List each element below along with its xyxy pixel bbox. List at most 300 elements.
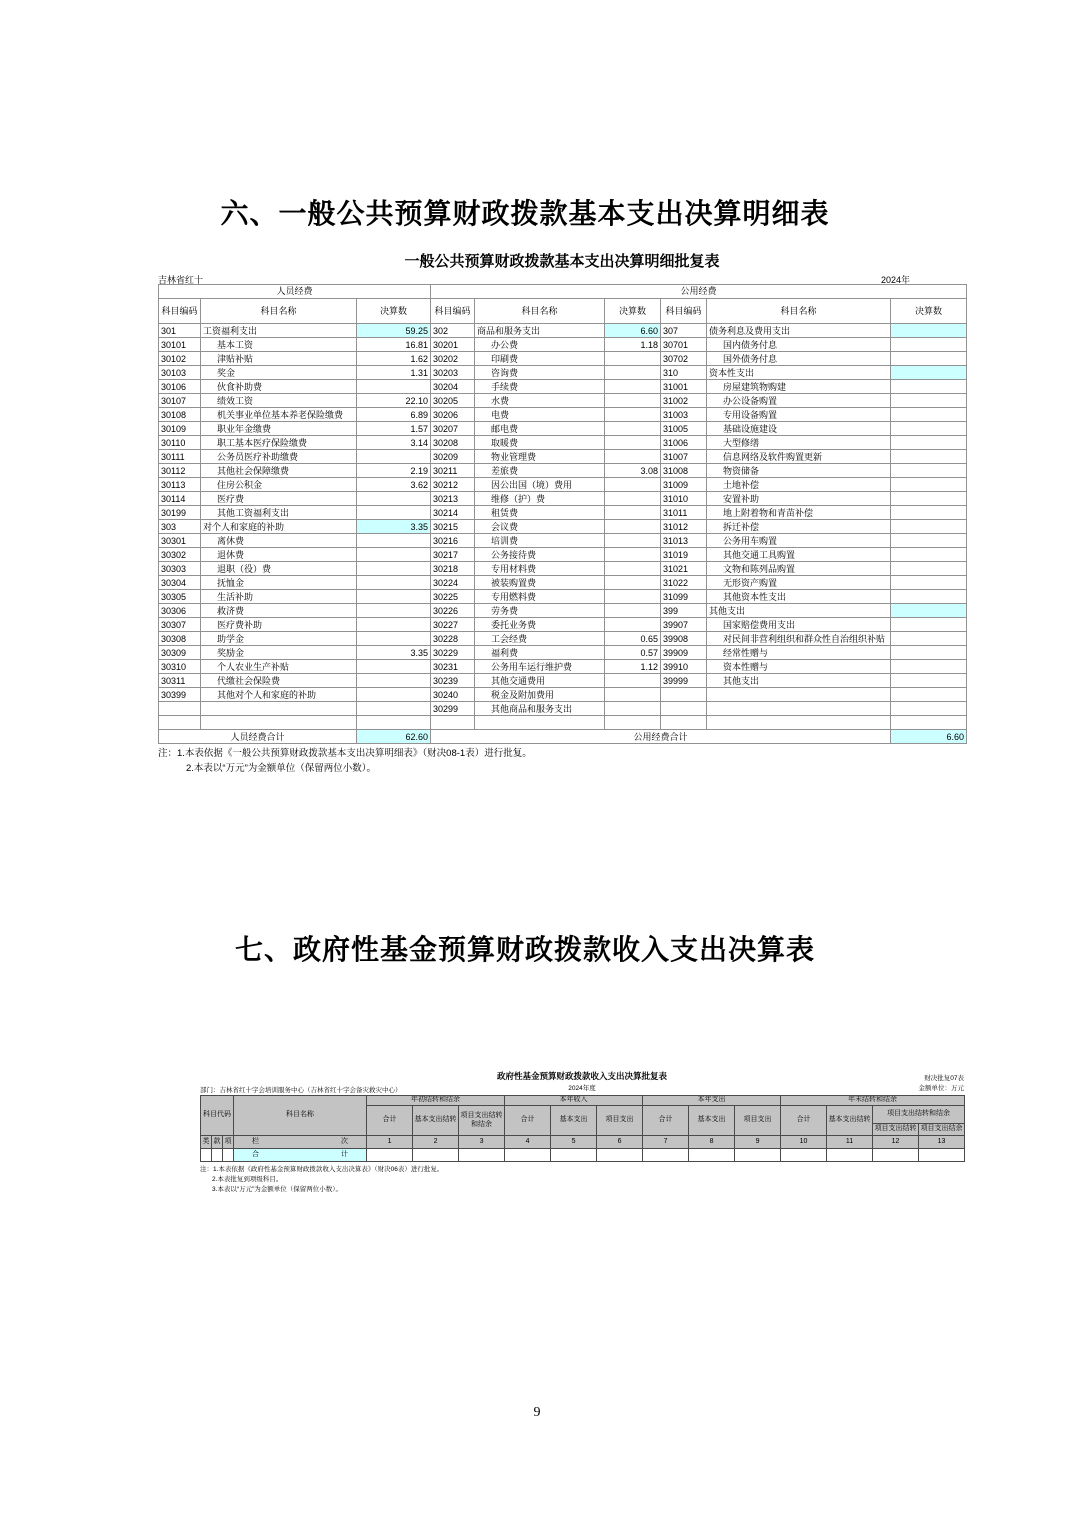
cell-subject-name: 专用材料费 bbox=[475, 562, 605, 576]
header-proj-carry-balance: 项目支出结转和结余 bbox=[873, 1106, 965, 1124]
cell-subject-name bbox=[475, 716, 605, 730]
personnel-total-value: 62.60 bbox=[357, 730, 431, 744]
table6-title: 一般公共预算财政拨款基本支出决算明细批复表 bbox=[404, 253, 720, 270]
section6-title: 六、一般公共预算财政拨款基本支出决算明细表 bbox=[220, 198, 830, 229]
table6-row bbox=[159, 478, 967, 492]
table6-row bbox=[159, 324, 967, 338]
col-header-subject-code: 科目编码 bbox=[159, 299, 201, 324]
public-total-value: 6.60 bbox=[891, 730, 967, 744]
cell-subject-name bbox=[707, 716, 891, 730]
cell-amount bbox=[357, 534, 431, 548]
cell-amount bbox=[357, 716, 431, 730]
cell-subject-name: 个人农业生产补贴 bbox=[201, 660, 357, 674]
cell-subject-code bbox=[661, 688, 707, 702]
cell-subject-name: 因公出国（境）费用 bbox=[475, 478, 605, 492]
col-number-cell: 9 bbox=[735, 1136, 781, 1149]
cell-subject-name: 公务用车购置 bbox=[707, 534, 891, 548]
header-lei: 类 bbox=[201, 1136, 212, 1149]
table6-row bbox=[159, 604, 967, 618]
cell-subject-name: 物资储备 bbox=[707, 464, 891, 478]
cell-subject-name: 津贴补贴 bbox=[201, 352, 357, 366]
table6-body bbox=[159, 324, 967, 730]
table6-row bbox=[159, 702, 967, 716]
cell-subject-code: 30240 bbox=[431, 688, 475, 702]
cell-subject-code: 30303 bbox=[159, 562, 201, 576]
empty-code-cell bbox=[201, 1149, 212, 1162]
cell-subject-name: 电费 bbox=[475, 408, 605, 422]
cell-subject-code: 31006 bbox=[661, 436, 707, 450]
cell-amount bbox=[357, 674, 431, 688]
cell-subject-name: 土地补偿 bbox=[707, 478, 891, 492]
cell-subject-code: 30205 bbox=[431, 394, 475, 408]
cell-amount bbox=[891, 450, 967, 464]
table6-row bbox=[159, 688, 967, 702]
table6-row bbox=[159, 338, 967, 352]
cell-subject-code: 30299 bbox=[431, 702, 475, 716]
cell-subject-name: 培训费 bbox=[475, 534, 605, 548]
cell-amount: 16.81 bbox=[357, 338, 431, 352]
cell-amount bbox=[891, 380, 967, 394]
cell-subject-code: 31003 bbox=[661, 408, 707, 422]
cell-subject-code: 31010 bbox=[661, 492, 707, 506]
cell-subject-name: 住房公积金 bbox=[201, 478, 357, 492]
cell-amount bbox=[605, 478, 661, 492]
table6-row bbox=[159, 562, 967, 576]
table7-group-header-row bbox=[201, 1096, 965, 1106]
cell-subject-code: 30304 bbox=[159, 576, 201, 590]
cell-subject-code: 31099 bbox=[661, 590, 707, 604]
cell-subject-code: 31012 bbox=[661, 520, 707, 534]
table6-row bbox=[159, 534, 967, 548]
cell-amount bbox=[891, 492, 967, 506]
cell-subject-code: 30305 bbox=[159, 590, 201, 604]
table6-meta-row bbox=[158, 273, 966, 284]
header-proj-carry-balance: 项目支出结转和结余 bbox=[459, 1106, 505, 1136]
cell-subject-code: 307 bbox=[661, 324, 707, 338]
cell-subject-code: 39909 bbox=[661, 646, 707, 660]
empty-amount-cell bbox=[827, 1149, 873, 1162]
cell-subject-name: 其他商品和服务支出 bbox=[475, 702, 605, 716]
table6-row bbox=[159, 716, 967, 730]
cell-subject-code: 30302 bbox=[159, 548, 201, 562]
cell-amount: 1.62 bbox=[357, 352, 431, 366]
cell-subject-code: 31013 bbox=[661, 534, 707, 548]
header-proj-expend: 项目支出 bbox=[735, 1106, 781, 1136]
note-line: 注：1.本表依据《一般公共预算财政拨款基本支出决算明细表》（财决08-1表）进行批复。 bbox=[158, 748, 532, 759]
col-header-subject-name: 科目名称 bbox=[201, 299, 357, 324]
header-proj-expend: 项目支出 bbox=[597, 1106, 643, 1136]
personnel-funds-header: 人员经费 bbox=[159, 285, 431, 299]
table6-row bbox=[159, 576, 967, 590]
col-header-subject-name: 科目名称 bbox=[475, 299, 605, 324]
cell-subject-name: 资本性支出 bbox=[707, 366, 891, 380]
cell-subject-name: 委托业务费 bbox=[475, 618, 605, 632]
empty-amount-cell bbox=[689, 1149, 735, 1162]
cell-subject-name: 房屋建筑物购建 bbox=[707, 380, 891, 394]
table7-total-row bbox=[201, 1149, 965, 1162]
cell-subject-code: 30306 bbox=[159, 604, 201, 618]
cell-amount bbox=[891, 562, 967, 576]
cell-subject-name: 退职（役）费 bbox=[201, 562, 357, 576]
col-number-cell: 3 bbox=[459, 1136, 505, 1149]
table7-year: 2024年度 bbox=[568, 1085, 596, 1092]
table6-row bbox=[159, 492, 967, 506]
empty-code-cell bbox=[212, 1149, 223, 1162]
note-line: 2.本表批复到项级科目。 bbox=[212, 1176, 283, 1183]
table6-row bbox=[159, 464, 967, 478]
cell-amount bbox=[891, 324, 967, 338]
cell-amount bbox=[605, 492, 661, 506]
cell-subject-name: 职业年金缴费 bbox=[201, 422, 357, 436]
cell-amount: 0.57 bbox=[605, 646, 661, 660]
cell-subject-name: 伙食补助费 bbox=[201, 380, 357, 394]
cell-amount: 0.65 bbox=[605, 632, 661, 646]
cell-subject-name: 其他交通工具购置 bbox=[707, 548, 891, 562]
cell-amount bbox=[891, 632, 967, 646]
cell-subject-code: 30212 bbox=[431, 478, 475, 492]
cell-subject-name: 商品和服务支出 bbox=[475, 324, 605, 338]
cell-subject-name: 办公设备购置 bbox=[707, 394, 891, 408]
col-number-cell: 10 bbox=[781, 1136, 827, 1149]
cell-subject-name: 基础设施建设 bbox=[707, 422, 891, 436]
header-year-income: 本年收入 bbox=[505, 1096, 643, 1106]
cell-amount bbox=[357, 660, 431, 674]
cell-subject-code: 30301 bbox=[159, 534, 201, 548]
table6-row bbox=[159, 436, 967, 450]
cell-amount bbox=[891, 716, 967, 730]
cell-subject-name: 对个人和家庭的补助 bbox=[201, 520, 357, 534]
cell-amount bbox=[357, 576, 431, 590]
cell-amount bbox=[605, 422, 661, 436]
empty-amount-cell bbox=[459, 1149, 505, 1162]
cell-amount bbox=[891, 352, 967, 366]
cell-subject-code: 30108 bbox=[159, 408, 201, 422]
cell-amount bbox=[891, 464, 967, 478]
table6-row bbox=[159, 506, 967, 520]
cell-subject-name: 债务利息及费用支出 bbox=[707, 324, 891, 338]
cell-subject-code: 30310 bbox=[159, 660, 201, 674]
cell-subject-name: 职工基本医疗保险缴费 bbox=[201, 436, 357, 450]
cell-subject-name: 机关事业单位基本养老保险缴费 bbox=[201, 408, 357, 422]
cell-amount: 3.35 bbox=[357, 646, 431, 660]
header-xiang: 项 bbox=[223, 1136, 234, 1149]
cell-subject-name: 代缴社会保险费 bbox=[201, 674, 357, 688]
cell-subject-name: 奖金 bbox=[201, 366, 357, 380]
cell-amount: 2.19 bbox=[357, 464, 431, 478]
cell-subject-name: 助学金 bbox=[201, 632, 357, 646]
cell-subject-name: 无形资产购置 bbox=[707, 576, 891, 590]
col-number-cell: 11 bbox=[827, 1136, 873, 1149]
cell-subject-name: 租赁费 bbox=[475, 506, 605, 520]
cell-subject-code: 30311 bbox=[159, 674, 201, 688]
empty-amount-cell bbox=[919, 1149, 965, 1162]
table7-form-number: 财决批复07表 bbox=[924, 1075, 964, 1082]
cell-amount bbox=[357, 590, 431, 604]
cell-subject-code: 30229 bbox=[431, 646, 475, 660]
cell-subject-code: 30107 bbox=[159, 394, 201, 408]
cell-subject-code: 30399 bbox=[159, 688, 201, 702]
budget-detail-table bbox=[158, 284, 967, 744]
cell-amount bbox=[605, 590, 661, 604]
header-total: 合计 bbox=[367, 1106, 413, 1136]
table7-notes bbox=[200, 1165, 964, 1195]
cell-subject-code: 30226 bbox=[431, 604, 475, 618]
cell-subject-code: 30215 bbox=[431, 520, 475, 534]
header-proj-carry: 项目支出结转 bbox=[873, 1124, 919, 1136]
cell-subject-name: 救济费 bbox=[201, 604, 357, 618]
cell-subject-code: 30309 bbox=[159, 646, 201, 660]
cell-subject-code: 31007 bbox=[661, 450, 707, 464]
cell-amount bbox=[357, 380, 431, 394]
cell-subject-code: 30103 bbox=[159, 366, 201, 380]
table6-section bbox=[158, 250, 966, 776]
table6-row bbox=[159, 352, 967, 366]
header-total: 合计 bbox=[643, 1106, 689, 1136]
cell-subject-name bbox=[707, 688, 891, 702]
cell-subject-code: 30227 bbox=[431, 618, 475, 632]
cell-subject-name: 奖励金 bbox=[201, 646, 357, 660]
cell-amount bbox=[605, 506, 661, 520]
col-number-cell: 2 bbox=[413, 1136, 459, 1149]
empty-amount-cell bbox=[781, 1149, 827, 1162]
cell-subject-code: 31002 bbox=[661, 394, 707, 408]
cell-subject-code: 30202 bbox=[431, 352, 475, 366]
cell-subject-name: 退休费 bbox=[201, 548, 357, 562]
cell-subject-code bbox=[661, 702, 707, 716]
cell-subject-name: 水费 bbox=[475, 394, 605, 408]
cell-subject-code: 30211 bbox=[431, 464, 475, 478]
cell-subject-name: 差旅费 bbox=[475, 464, 605, 478]
cell-subject-code: 30207 bbox=[431, 422, 475, 436]
cell-amount: 1.57 bbox=[357, 422, 431, 436]
table7-body bbox=[201, 1149, 965, 1162]
cell-subject-name: 取暖费 bbox=[475, 436, 605, 450]
cell-subject-code: 30199 bbox=[159, 506, 201, 520]
cell-amount bbox=[891, 702, 967, 716]
cell-amount bbox=[605, 366, 661, 380]
cell-subject-code: 39908 bbox=[661, 632, 707, 646]
col-header-subject-code: 科目编码 bbox=[431, 299, 475, 324]
cell-amount bbox=[891, 548, 967, 562]
cell-subject-code: 303 bbox=[159, 520, 201, 534]
personnel-total-label: 人员经费合计 bbox=[159, 730, 357, 744]
cell-amount bbox=[891, 338, 967, 352]
header-lanci: 栏次 bbox=[234, 1136, 367, 1149]
cell-subject-name: 办公费 bbox=[475, 338, 605, 352]
cell-subject-name bbox=[201, 702, 357, 716]
cell-subject-name: 税金及附加费用 bbox=[475, 688, 605, 702]
cell-subject-name: 被装购置费 bbox=[475, 576, 605, 590]
cell-subject-name: 手续费 bbox=[475, 380, 605, 394]
cell-subject-code: 310 bbox=[661, 366, 707, 380]
header-kuan: 款 bbox=[212, 1136, 223, 1149]
cell-amount bbox=[605, 618, 661, 632]
table7-title-line bbox=[200, 1070, 964, 1083]
cell-subject-code: 30214 bbox=[431, 506, 475, 520]
header-total: 合计 bbox=[505, 1106, 551, 1136]
cell-subject-name: 公务用车运行维护费 bbox=[475, 660, 605, 674]
cell-amount bbox=[605, 688, 661, 702]
cell-amount bbox=[891, 408, 967, 422]
cell-amount: 3.35 bbox=[357, 520, 431, 534]
cell-subject-name: 国家赔偿费用支出 bbox=[707, 618, 891, 632]
cell-amount bbox=[891, 674, 967, 688]
cell-subject-code: 30113 bbox=[159, 478, 201, 492]
empty-amount-cell bbox=[873, 1149, 919, 1162]
cell-subject-code: 30208 bbox=[431, 436, 475, 450]
cell-subject-name: 劳务费 bbox=[475, 604, 605, 618]
cell-subject-code bbox=[159, 702, 201, 716]
col-number-cell: 1 bbox=[367, 1136, 413, 1149]
cell-subject-name: 经常性赠与 bbox=[707, 646, 891, 660]
col-header-amount: 决算数 bbox=[357, 299, 431, 324]
table6-row bbox=[159, 520, 967, 534]
cell-subject-code: 30206 bbox=[431, 408, 475, 422]
cell-subject-code: 30239 bbox=[431, 674, 475, 688]
cell-subject-code: 30702 bbox=[661, 352, 707, 366]
cell-amount: 1.31 bbox=[357, 366, 431, 380]
cell-amount bbox=[605, 352, 661, 366]
cell-subject-name bbox=[201, 716, 357, 730]
page-number: 9 bbox=[533, 1405, 541, 1420]
empty-amount-cell bbox=[413, 1149, 459, 1162]
public-total-label: 公用经费合计 bbox=[431, 730, 891, 744]
col-number-cell: 13 bbox=[919, 1136, 965, 1149]
cell-amount bbox=[605, 394, 661, 408]
cell-amount: 22.10 bbox=[357, 394, 431, 408]
table7-title: 政府性基金预算财政拨款收入支出决算批复表 bbox=[496, 1071, 667, 1081]
cell-amount bbox=[891, 576, 967, 590]
col-header-amount: 决算数 bbox=[605, 299, 661, 324]
col-number-cell: 4 bbox=[505, 1136, 551, 1149]
table6-row bbox=[159, 674, 967, 688]
table6-row bbox=[159, 660, 967, 674]
cell-subject-code: 30111 bbox=[159, 450, 201, 464]
cell-subject-name: 印刷费 bbox=[475, 352, 605, 366]
cell-amount bbox=[605, 548, 661, 562]
cell-subject-name: 其他社会保障缴费 bbox=[201, 464, 357, 478]
cell-amount bbox=[891, 618, 967, 632]
table6-row bbox=[159, 380, 967, 394]
table6-footer bbox=[159, 730, 967, 744]
cell-subject-code: 39910 bbox=[661, 660, 707, 674]
cell-amount bbox=[891, 604, 967, 618]
header-end-balance: 年末结转和结余 bbox=[781, 1096, 965, 1106]
cell-subject-code: 30201 bbox=[431, 338, 475, 352]
cell-amount bbox=[891, 506, 967, 520]
cell-amount bbox=[357, 688, 431, 702]
cell-subject-name: 国外债务付息 bbox=[707, 352, 891, 366]
cell-subject-name: 绩效工资 bbox=[201, 394, 357, 408]
cell-amount bbox=[357, 492, 431, 506]
cell-subject-name: 生活补助 bbox=[201, 590, 357, 604]
cell-subject-code: 39907 bbox=[661, 618, 707, 632]
cell-subject-code bbox=[159, 716, 201, 730]
cell-subject-code: 31019 bbox=[661, 548, 707, 562]
cell-amount bbox=[605, 408, 661, 422]
cell-amount bbox=[605, 534, 661, 548]
note-line: 2.本表以“万元”为金额单位（保留两位小数）。 bbox=[186, 763, 377, 774]
cell-subject-name: 工会经费 bbox=[475, 632, 605, 646]
header-total: 合计 bbox=[781, 1106, 827, 1136]
cell-amount bbox=[605, 674, 661, 688]
cell-subject-code: 302 bbox=[431, 324, 475, 338]
col-number-cell: 6 bbox=[597, 1136, 643, 1149]
col-header-amount: 决算数 bbox=[891, 299, 967, 324]
cell-amount: 59.25 bbox=[357, 324, 431, 338]
header-proj-balance: 项目支出结余 bbox=[919, 1124, 965, 1136]
cell-amount bbox=[891, 534, 967, 548]
cell-amount bbox=[605, 604, 661, 618]
empty-amount-cell bbox=[551, 1149, 597, 1162]
cell-amount bbox=[357, 702, 431, 716]
cell-subject-code: 31011 bbox=[661, 506, 707, 520]
cell-subject-name: 地上附着物和青苗补偿 bbox=[707, 506, 891, 520]
cell-amount bbox=[605, 520, 661, 534]
header-basic-expend: 基本支出 bbox=[551, 1106, 597, 1136]
cell-subject-name: 其他对个人和家庭的补助 bbox=[201, 688, 357, 702]
cell-subject-code: 30216 bbox=[431, 534, 475, 548]
public-funds-header: 公用经费 bbox=[431, 285, 967, 299]
cell-amount bbox=[357, 632, 431, 646]
cell-amount: 1.18 bbox=[605, 338, 661, 352]
table7-department: 部门：吉林省红十字会培训服务中心（吉林省红十字会备灾救灾中心） bbox=[200, 1087, 402, 1094]
cell-subject-code: 31005 bbox=[661, 422, 707, 436]
cell-subject-code: 399 bbox=[661, 604, 707, 618]
cell-subject-name bbox=[707, 702, 891, 716]
empty-amount-cell bbox=[597, 1149, 643, 1162]
table6-row bbox=[159, 450, 967, 464]
cell-subject-name: 文物和陈列品购置 bbox=[707, 562, 891, 576]
cell-subject-name: 基本工资 bbox=[201, 338, 357, 352]
cell-subject-code: 30224 bbox=[431, 576, 475, 590]
table6-row bbox=[159, 366, 967, 380]
cell-amount bbox=[605, 562, 661, 576]
empty-code-cell bbox=[223, 1149, 234, 1162]
cell-subject-name: 物业管理费 bbox=[475, 450, 605, 464]
table6-row bbox=[159, 422, 967, 436]
cell-subject-code: 30114 bbox=[159, 492, 201, 506]
cell-amount bbox=[891, 688, 967, 702]
cell-subject-name: 公务员医疗补助缴费 bbox=[201, 450, 357, 464]
cell-subject-code: 301 bbox=[159, 324, 201, 338]
cell-amount: 6.89 bbox=[357, 408, 431, 422]
table7-colnum-row bbox=[201, 1136, 965, 1149]
cell-amount bbox=[891, 590, 967, 604]
header-basic-expend: 基本支出 bbox=[689, 1106, 735, 1136]
cell-subject-code: 30209 bbox=[431, 450, 475, 464]
cell-amount bbox=[891, 520, 967, 534]
cell-amount bbox=[891, 422, 967, 436]
cell-amount bbox=[605, 450, 661, 464]
cell-subject-code bbox=[431, 716, 475, 730]
cell-amount: 3.62 bbox=[357, 478, 431, 492]
table6-org-label: 吉林省红十 bbox=[158, 275, 204, 285]
col-number-cell: 7 bbox=[643, 1136, 689, 1149]
cell-subject-name: 国内债务付息 bbox=[707, 338, 891, 352]
cell-subject-code: 30204 bbox=[431, 380, 475, 394]
cell-subject-code: 30217 bbox=[431, 548, 475, 562]
cell-subject-name: 工资福利支出 bbox=[201, 324, 357, 338]
cell-subject-name: 会议费 bbox=[475, 520, 605, 534]
cell-subject-name: 其他资本性支出 bbox=[707, 590, 891, 604]
cell-subject-name: 咨询费 bbox=[475, 366, 605, 380]
cell-subject-code: 30228 bbox=[431, 632, 475, 646]
cell-amount bbox=[605, 716, 661, 730]
cell-amount: 6.60 bbox=[605, 324, 661, 338]
cell-amount bbox=[891, 394, 967, 408]
header-begin-balance: 年初结转和结余 bbox=[367, 1096, 505, 1106]
